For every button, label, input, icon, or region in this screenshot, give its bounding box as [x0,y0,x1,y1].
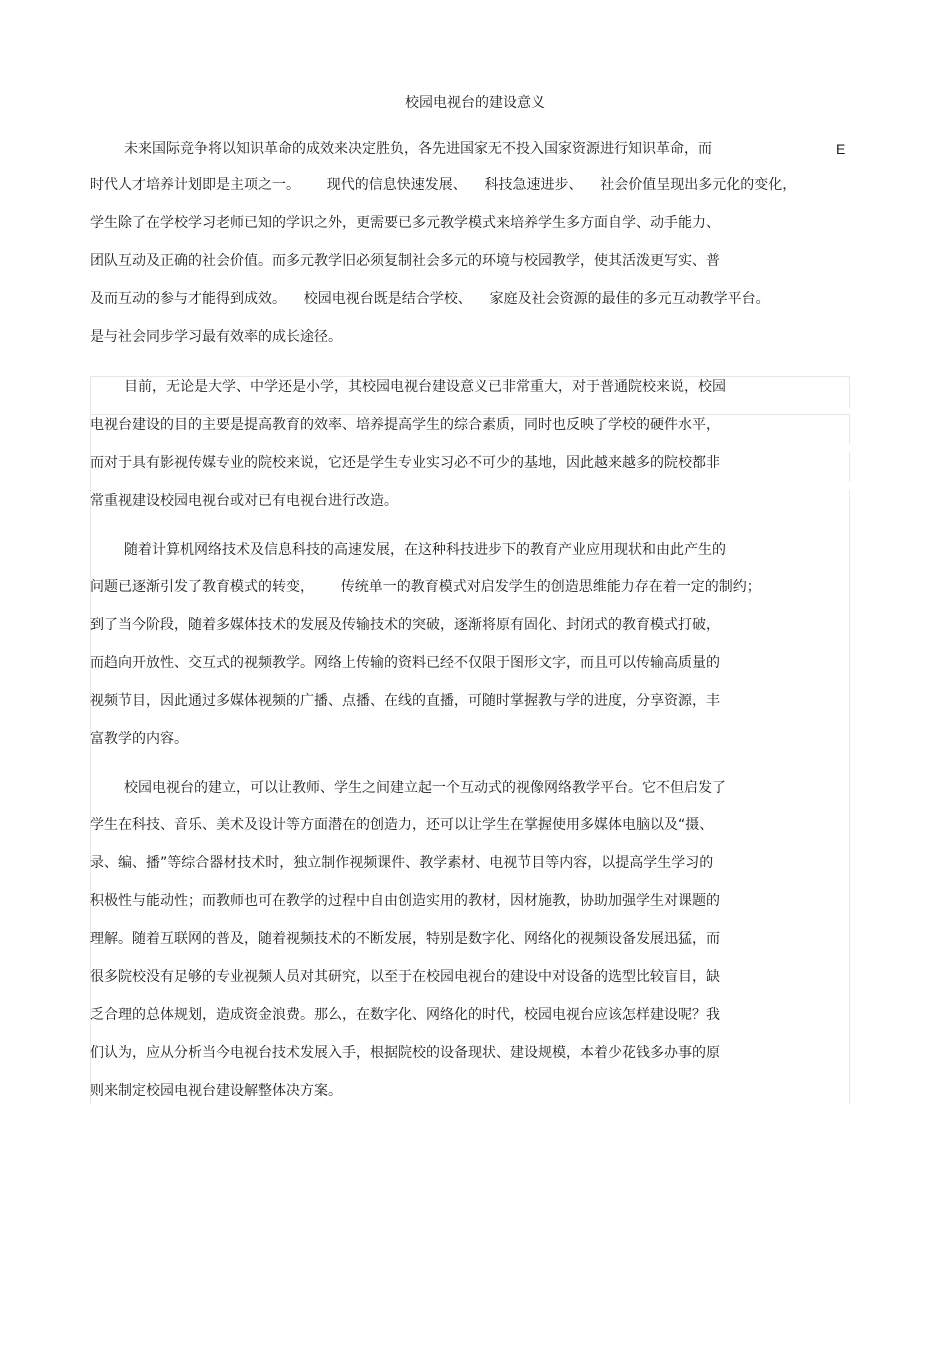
text-line: 而趋向开放性、交互式的视频教学。网络上传输的资料已经不仅限于图形文字，而且可以传输高质量的 [90,655,720,671]
text-line: 很多院校没有足够的专业视频人员对其研究，以至于在校园电视台的建设中对设备的选型比较盲目，缺 [90,969,720,985]
text-line: 积极性与能动性；而教师也可在教学的过程中自由创造实用的教材，因材施教，协助加强学生对课题的 [90,893,720,909]
frame-line [849,490,850,1104]
frame-line [90,376,850,377]
text-line: 目前，无论是大学、中学还是小学，其校园电视台建设意义已非常重大，对于普通院校来说，校园 [124,379,726,395]
text-line: 理解。随着互联网的普及，随着视频技术的不断发展，特别是数字化、网络化的视频设备发展迅猛，而 [90,931,720,947]
text-line: 视频节目，因此通过多媒体视频的广播、点播、在线的直播，可随时掌握教与学的进度，分享资源，丰 [90,693,720,709]
text-line: 富教学的内容。 [90,731,188,747]
text-line: 学生在科技、音乐、美术及设计等方面潜在的创造力，还可以让学生在掌握使用多媒体电脑以及“摄、 [90,817,714,833]
frame-line [849,452,850,482]
text-line: 到了当今阶段，随着多媒体技术的发展及传输技术的突破，逐渐将原有固化、封闭式的教育模式打破， [90,617,720,633]
text-line: 及而互动的参与才能得到成效。 校园电视台既是结合学校、 家庭及社会资源的最佳的多元互动教学平台。 [90,291,770,307]
text-line: 学生除了在学校学习老师已知的学识之外，更需要已多元教学模式来培养学生多方面自学、动手能力、 [90,215,720,231]
text-line: 常重视建设校园电视台或对已有电视台进行改造。 [90,493,398,509]
frame-line [849,414,850,444]
text-line: 是与社会同步学习最有效率的成长途径。 [90,329,342,345]
text-line: 乏合理的总体规划，造成资金浪费。那么，在数字化、网络化的时代，校园电视台应该怎样建设呢？我 [90,1007,720,1023]
text-line: 问题已逐渐引发了教育模式的转变， 传统单一的教育模式对启发学生的创造思维能力存在着一定的制约； [90,579,761,595]
text-line: 校园电视台的建立，可以让教师、学生之间建立起一个互动式的视像网络教学平台。它不但启发了 [124,780,726,796]
text-line: 而对于具有影视传媒专业的院校来说，它还是学生专业实习必不可少的基地，因此越来越多的院校都非 [90,455,720,471]
text-line: 则来制定校园电视台建设解整体决方案。 [90,1083,342,1099]
text-line: 们认为，应从分析当今电视台技术发展入手，根据院校的设备现状、建设规模，本着少花钱多办事的原 [90,1045,720,1061]
text-line: 录、编、播”等综合器材技术时，独立制作视频课件、教学素材、电视节目等内容，以提高学生学习的 [90,855,714,871]
text-line: 电视台建设的目的主要是提高教育的效率、培养提高学生的综合素质，同时也反映了学校的硬件水平， [90,417,720,433]
document-title: 校园电视台的建设意义 [405,95,545,111]
text-line: 时代人才培养计划即是主项之一。 现代的信息快速发展、 科技急速进步、 社会价值呈现出多元化的变化， [90,177,797,193]
frame-line [90,414,850,415]
frame-line [849,376,850,408]
text-line: 未来国际竞争将以知识革命的成效来决定胜负，各先进国家无不投入国家资源进行知识革命，而 [124,141,712,157]
text-line: 团队互动及正确的社会价值。而多元教学旧必须复制社会多元的环境与校园教学，使其活泼更写实、普 [90,253,720,269]
margin-mark: E [836,141,846,157]
text-line: 随着计算机网络技术及信息科技的高速发展，在这种科技进步下的教育产业应用现状和由此产生的 [124,542,726,558]
